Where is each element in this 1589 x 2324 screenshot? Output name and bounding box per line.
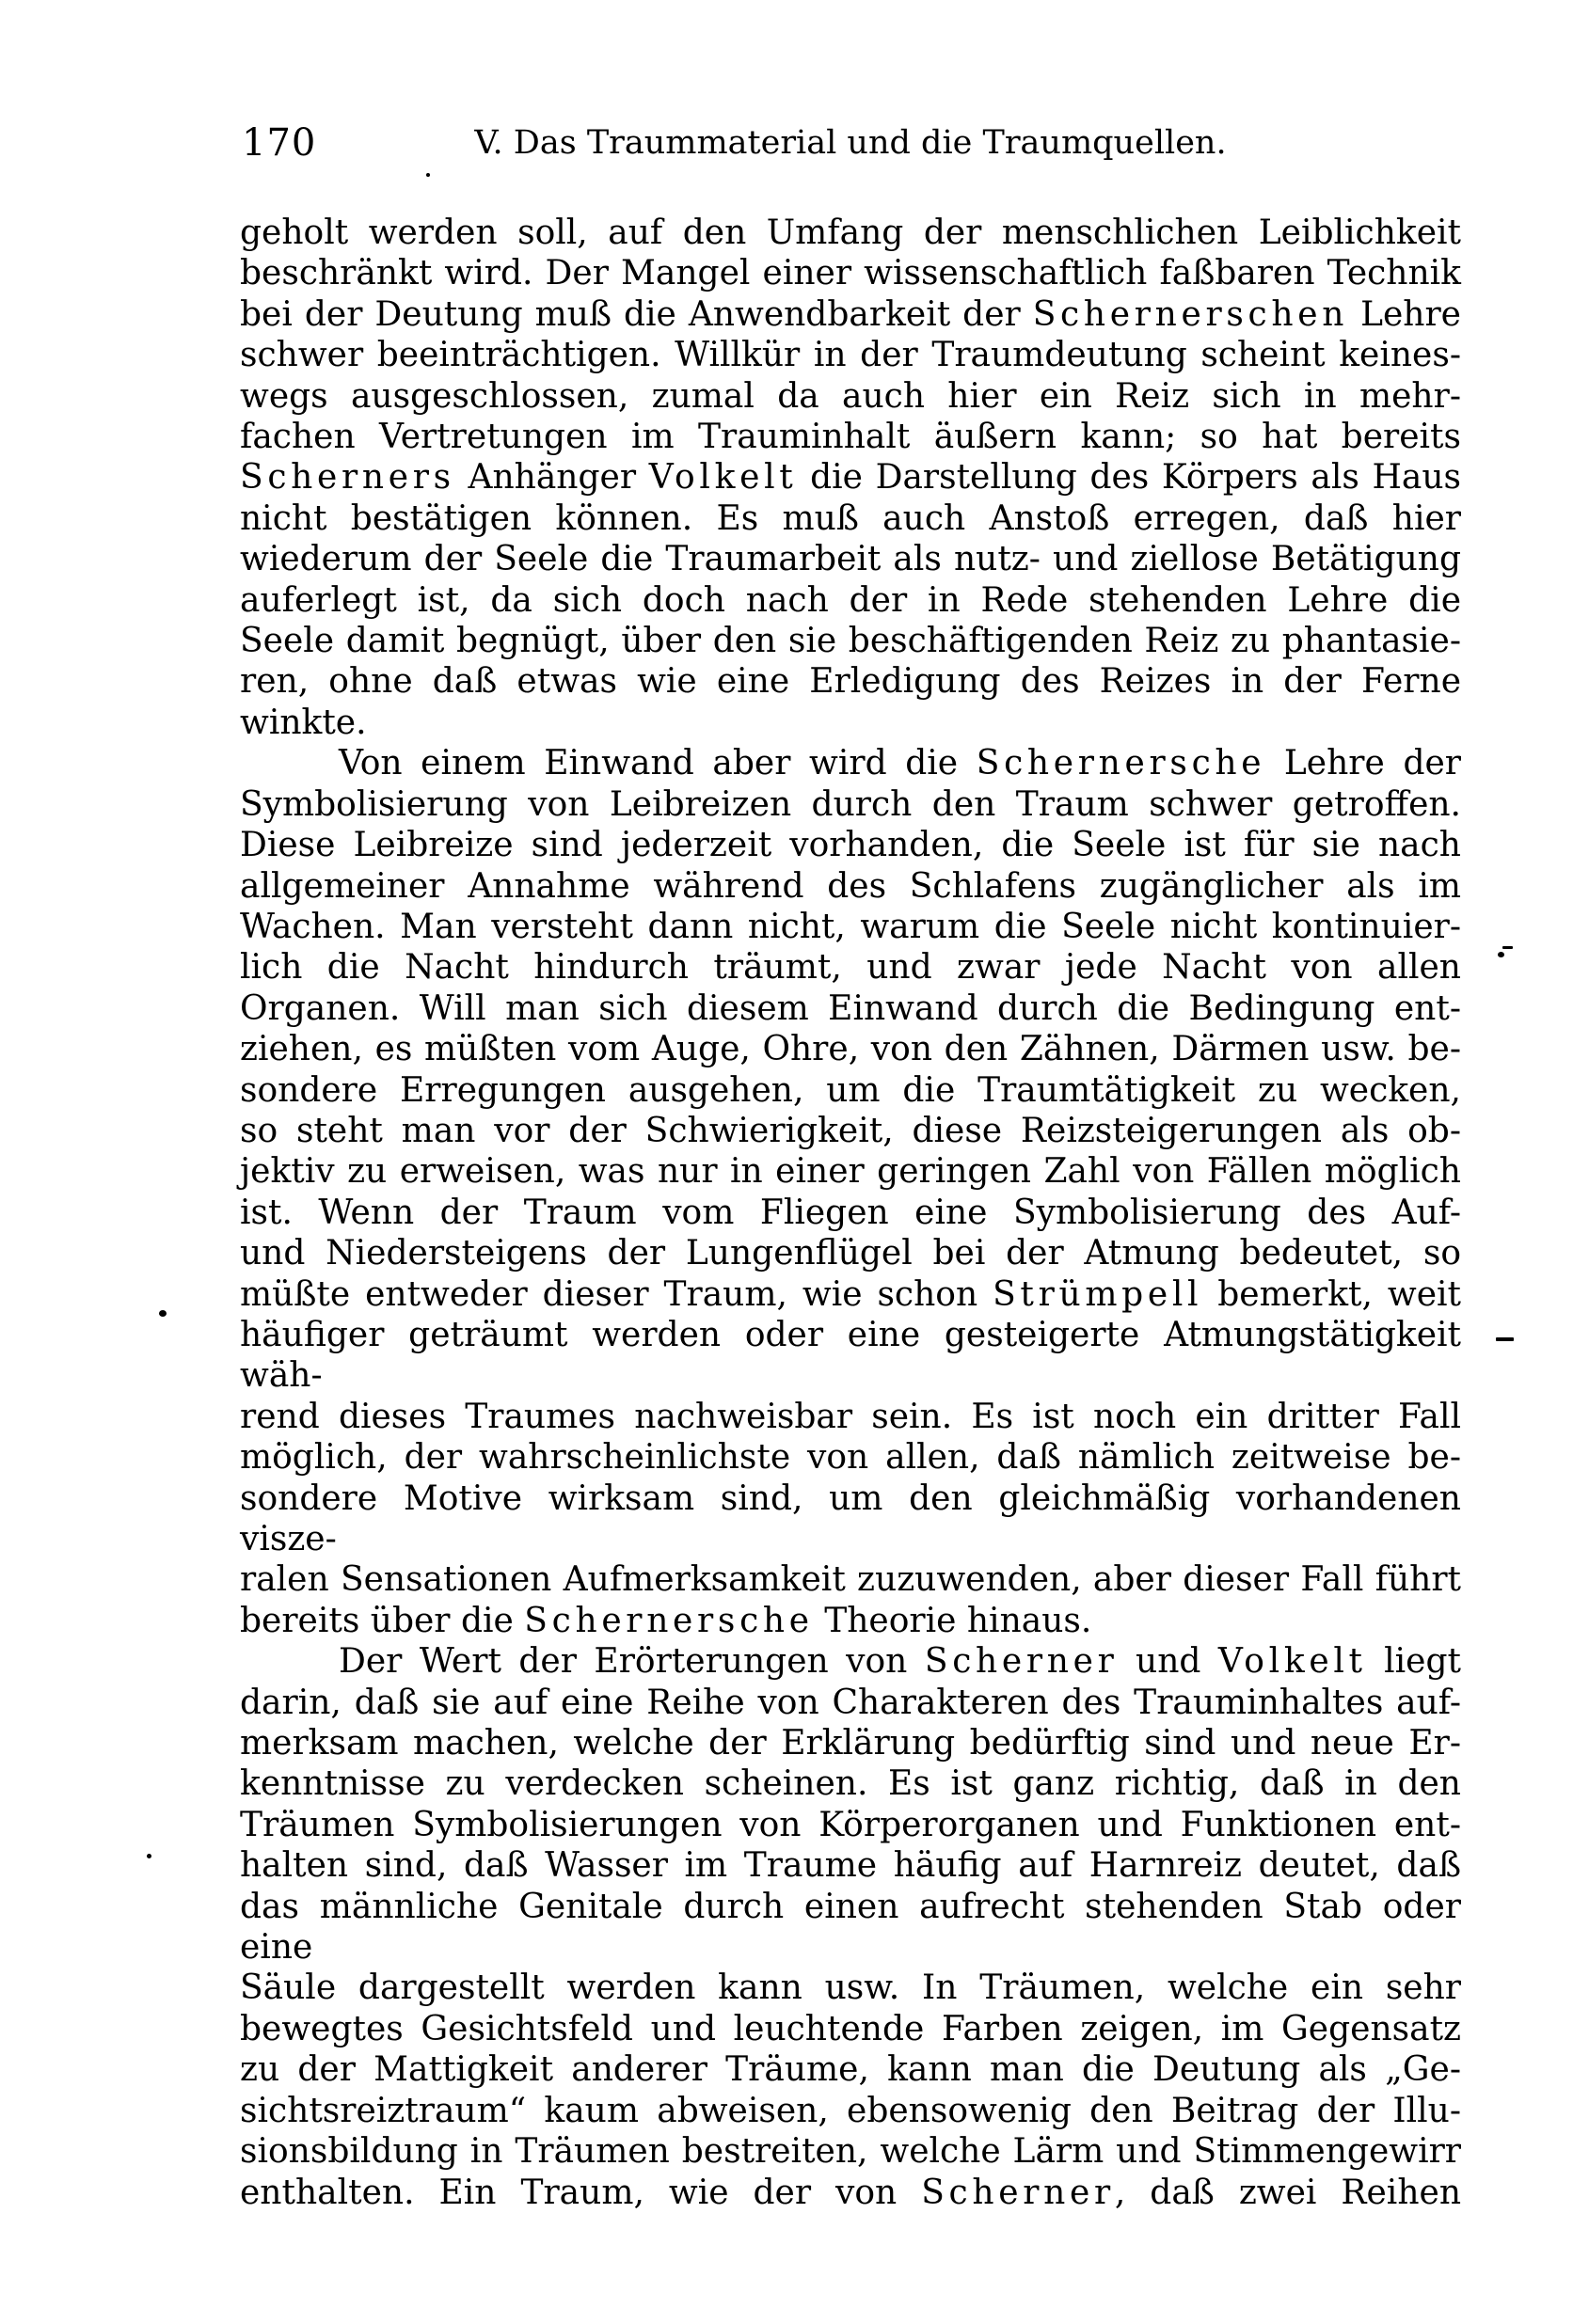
text-segment: Von einem Einwand aber wird die — [339, 744, 977, 783]
text-segment: Diese Leibreize sind jederzeit vorhanden, die Seele ist für sie nach — [240, 826, 1461, 865]
text-segment: jektiv zu erweisen, was nur in einer geringen Zahl von Fällen möglich — [240, 1152, 1461, 1192]
text-line — [240, 1070, 1461, 1111]
page-header — [240, 122, 1461, 164]
text-segment: Symbolisierung von Leibreizen durch den Traum schwer getroffen. — [240, 784, 1461, 824]
text-segment: allgemeiner Annahme während des Schlafens zugänglicher als im — [240, 866, 1461, 906]
text-segment: nicht bestätigen können. Es muß auch Anstoß erregen, daß hier — [240, 498, 1461, 538]
text-line — [240, 1601, 1461, 1641]
text-line — [240, 1233, 1461, 1273]
text-segment: bewegtes Gesichtsfeld und leuchtende Farben zeigen, im Gegensatz — [240, 2009, 1461, 2048]
scan-speck — [426, 173, 430, 177]
text-segment: ziehen, es müßten vom Auge, Ohre, von den Zähnen, Därmen usw. be- — [240, 1030, 1461, 1069]
text-segment: auferlegt ist, da sich doch nach der in Rede stehenden Lehre die — [240, 580, 1461, 620]
spaced-proper-name: Scherners — [240, 458, 455, 498]
text-segment: fachen Vertretungen im Trauminhalt äußern kann; so hat bereits — [240, 418, 1461, 457]
text-segment: bereits über die — [240, 1601, 525, 1640]
text-segment: kenntnisse zu verdecken scheinen. Es ist ganz richtig, daß in den — [240, 1764, 1461, 1804]
text-line — [240, 947, 1461, 988]
text-line — [240, 498, 1461, 539]
page-number: 170 — [242, 121, 317, 165]
spaced-proper-name: Strümpell — [993, 1274, 1203, 1314]
text-segment: und Niedersteigens der Lungenflügel bei der Atmung bedeutet, so — [240, 1234, 1461, 1273]
text-line — [240, 1193, 1461, 1233]
text-line — [240, 743, 1461, 783]
text-line — [240, 253, 1461, 293]
text-segment: bei der Deutung muß die Anwendbarkeit der — [240, 294, 1033, 334]
text-line — [240, 1845, 1461, 1886]
text-segment: Säule dargestellt werden kann usw. In Träumen, welche ein sehr — [240, 1968, 1461, 2008]
text-line — [240, 1151, 1461, 1192]
text-line — [240, 661, 1461, 702]
scan-mark — [1502, 946, 1513, 949]
text-line — [240, 1559, 1461, 1600]
text-segment: Theorie hinaus. — [813, 1601, 1092, 1640]
text-segment: häufiger geträumt werden oder eine gesteigerte Atmungstätigkeit wäh- — [240, 1315, 1461, 1396]
text-line — [240, 1887, 1461, 1968]
text-segment: darin, daß sie auf eine Reihe von Charakteren des Trauminhaltes auf- — [240, 1683, 1461, 1722]
text-segment: so steht man vor der Schwierigkeit, diese Reizsteigerungen als ob- — [240, 1111, 1461, 1150]
text-line — [240, 2049, 1461, 2090]
text-line — [240, 1111, 1461, 1151]
text-segment: , daß zwei Reihen — [1114, 2173, 1462, 2212]
text-segment: liegt — [1366, 1642, 1461, 1682]
scan-speck — [159, 1310, 167, 1317]
running-title: V. Das Traummaterial und die Traumquellen. — [474, 124, 1227, 162]
scan-speck — [147, 1854, 151, 1858]
text-line — [240, 1723, 1461, 1763]
text-segment: das männliche Genitale durch einen aufrecht stehenden Stab oder eine — [240, 1887, 1461, 1968]
text-segment: zu der Mattigkeit anderer Träume, kann man die Deutung als „Ge- — [240, 2050, 1461, 2090]
text-segment: und — [1118, 1642, 1218, 1682]
text-line — [240, 1763, 1461, 1804]
text-line — [240, 1315, 1461, 1397]
text-line — [240, 621, 1461, 661]
text-segment: merksam machen, welche der Erklärung bedürftig sind und neue Er- — [240, 1724, 1461, 1763]
text-segment: halten sind, daß Wasser im Traume häufig auf Harnreiz deutet, daß — [240, 1846, 1461, 1886]
spaced-proper-name: Schernersche — [976, 744, 1266, 783]
text-line — [240, 703, 1461, 743]
spaced-proper-name: Scherner — [921, 2173, 1115, 2212]
spaced-proper-name: Schernersche — [524, 1601, 814, 1640]
text-line — [240, 1968, 1461, 2008]
page-text — [240, 213, 1461, 2213]
text-line — [240, 1683, 1461, 1723]
text-line — [240, 294, 1461, 335]
text-line — [240, 457, 1461, 498]
text-segment: beschränkt wird. Der Mangel einer wissenschaftlich faßbaren Technik — [240, 254, 1461, 293]
text-segment: Organen. Will man sich diesem Einwand durch die Bedingung ent- — [240, 988, 1461, 1028]
text-line — [240, 2009, 1461, 2049]
text-line — [240, 417, 1461, 457]
text-segment: Träumen Symbolisierungen von Körperorganen und Funktionen ent- — [240, 1805, 1461, 1844]
text-line — [240, 1274, 1461, 1315]
text-line — [240, 1641, 1461, 1682]
text-line — [240, 825, 1461, 865]
spaced-proper-name: Volkelt — [648, 458, 798, 498]
text-line — [240, 866, 1461, 907]
text-line — [240, 1805, 1461, 1845]
text-line — [240, 1478, 1461, 1560]
text-line — [240, 1029, 1461, 1069]
text-segment: die Darstellung des Körpers als Haus — [797, 458, 1461, 498]
text-segment: möglich, der wahrscheinlichste von allen, daß nämlich zeitweise be- — [240, 1438, 1461, 1478]
text-segment: Seele damit begnügt, über den sie beschäftigenden Reiz zu phantasie- — [240, 622, 1461, 661]
text-line — [240, 539, 1461, 579]
spaced-proper-name: Schernerschen — [1032, 294, 1349, 334]
text-segment: enthalten. Ein Traum, wie der von — [240, 2173, 922, 2212]
text-line — [240, 376, 1461, 417]
text-segment: schwer beeinträchtigen. Willkür in der Traumdeutung scheint keines- — [240, 336, 1461, 375]
text-segment: sondere Erregungen ausgehen, um die Traumtätigkeit zu wecken, — [240, 1070, 1461, 1110]
text-segment: winkte. — [240, 703, 367, 742]
text-segment: bemerkt, weit — [1202, 1274, 1461, 1314]
text-line — [240, 988, 1461, 1029]
text-segment: rend dieses Traumes nachweisbar sein. Es ist noch ein dritter Fall — [240, 1397, 1461, 1436]
text-segment: Wachen. Man versteht dann nicht, warum die Seele nicht kontinuier- — [240, 907, 1461, 946]
text-line — [240, 580, 1461, 621]
spaced-proper-name: Volkelt — [1217, 1642, 1367, 1682]
text-segment: wiederum der Seele die Traumarbeit als nutz- und ziellose Betätigung — [240, 540, 1461, 579]
text-line — [240, 1437, 1461, 1478]
text-segment: ralen Sensationen Aufmerksamkeit zuzuwenden, aber dieser Fall führt — [240, 1560, 1461, 1600]
text-segment: ren, ohne daß etwas wie eine Erledigung des Reizes in der Ferne — [240, 662, 1461, 702]
text-segment: Lehre der — [1265, 744, 1461, 783]
text-segment: geholt werden soll, auf den Umfang der menschlichen Leiblichkeit — [240, 213, 1461, 252]
text-line — [240, 2091, 1461, 2131]
text-line — [240, 213, 1461, 253]
text-line — [240, 335, 1461, 375]
text-segment: sichtsreiztraum“ kaum abweisen, ebensowenig den Beitrag der Illu- — [240, 2091, 1461, 2130]
text-segment: sionsbildung in Träumen bestreiten, welche Lärm und Stimmengewirr — [240, 2132, 1461, 2172]
text-segment: sondere Motive wirksam sind, um den gleichmäßig vorhandenen visze- — [240, 1478, 1461, 1558]
scan-mark — [1496, 1337, 1514, 1341]
text-line — [240, 1397, 1461, 1437]
scan-speck — [1498, 952, 1504, 957]
text-line — [240, 2173, 1461, 2213]
text-segment: wegs ausgeschlossen, zumal da auch hier ein Reiz sich in mehr- — [240, 376, 1461, 416]
text-segment: ist. Wenn der Traum vom Fliegen eine Symbolisierung des Auf- — [240, 1193, 1461, 1232]
text-segment: müßte entweder dieser Traum, wie schon — [240, 1274, 993, 1314]
text-segment: Der Wert der Erörterungen von — [339, 1642, 925, 1682]
text-line — [240, 907, 1461, 947]
text-segment: Lehre — [1348, 294, 1461, 334]
spaced-proper-name: Scherner — [924, 1642, 1119, 1682]
text-line — [240, 784, 1461, 825]
text-segment: Anhänger — [454, 458, 649, 498]
text-segment: lich die Nacht hindurch träumt, und zwar jede Nacht von allen — [240, 948, 1461, 988]
text-line — [240, 2131, 1461, 2172]
